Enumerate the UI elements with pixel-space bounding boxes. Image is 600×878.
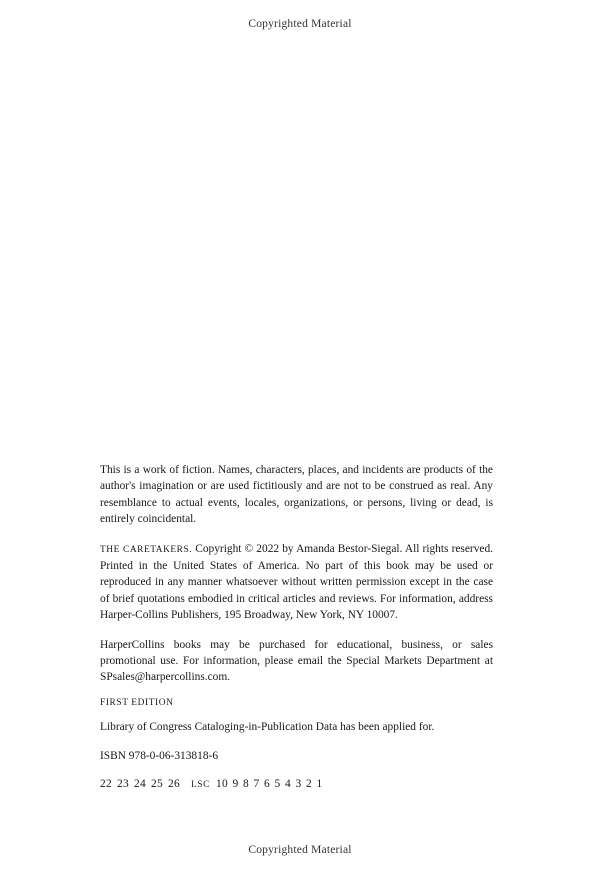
edition-statement: FIRST EDITION: [100, 697, 174, 708]
print-line-years: [100, 778, 188, 790]
print-number: 8: [242, 777, 249, 790]
special-markets-paragraph: HarperCollins books may be purchased for educational, business, or sales promotional use. For information, please email the Special Markets Department at SPsales@harpercollins.com.: [100, 638, 493, 684]
print-number: 9: [232, 777, 239, 790]
fiction-disclaimer-paragraph: This is a work of fiction. Names, characters, places, and incidents are products of the author's imagination or are used fictitiously and are not to be construed as real. Any resemblance to actual events, locales, organizations, or persons, living or dead, is entirely coincidental.: [100, 464, 493, 526]
copyright-text-block: [100, 462, 493, 790]
print-year: 23: [117, 777, 129, 790]
book-title-smallcaps: THE CARETAKERS.: [100, 544, 193, 555]
print-year: 26: [168, 777, 180, 790]
print-line-numbers: [216, 778, 327, 790]
printer-code: LSC: [191, 778, 210, 789]
copyright-notice-paragraph: [100, 541, 493, 624]
isbn-line: ISBN 978-0-06-313818-6: [100, 750, 219, 763]
print-number: 2: [305, 777, 312, 790]
print-number: 10: [215, 777, 228, 790]
print-year: 22: [100, 777, 112, 790]
watermark-bottom: Copyrighted Material: [248, 844, 352, 856]
copyright-notice-body: Copyright © 2022 by Amanda Bestor-Siegal. All rights reserved. Printed in the United States of America. No part of this book may be used or reproduced in any manner whatsoever without written permission except in the case of brief quotations embodied in critical articles and reviews. For information, address Harper-Collins Publishers, 195 Broadway, New York, NY 10007.: [100, 542, 494, 622]
print-number: 4: [284, 777, 291, 790]
print-number: 6: [263, 777, 270, 790]
print-number: 3: [295, 777, 302, 790]
print-number: 7: [253, 777, 260, 790]
watermark-top: Copyrighted Material: [248, 18, 352, 30]
print-number: 1: [316, 777, 323, 790]
loc-cataloging-line: Library of Congress Cataloging-in-Publication Data has been applied for.: [100, 720, 435, 733]
print-year: 24: [134, 777, 146, 790]
print-number: 5: [274, 777, 281, 790]
print-year: 25: [151, 777, 163, 790]
print-line: [100, 778, 493, 790]
